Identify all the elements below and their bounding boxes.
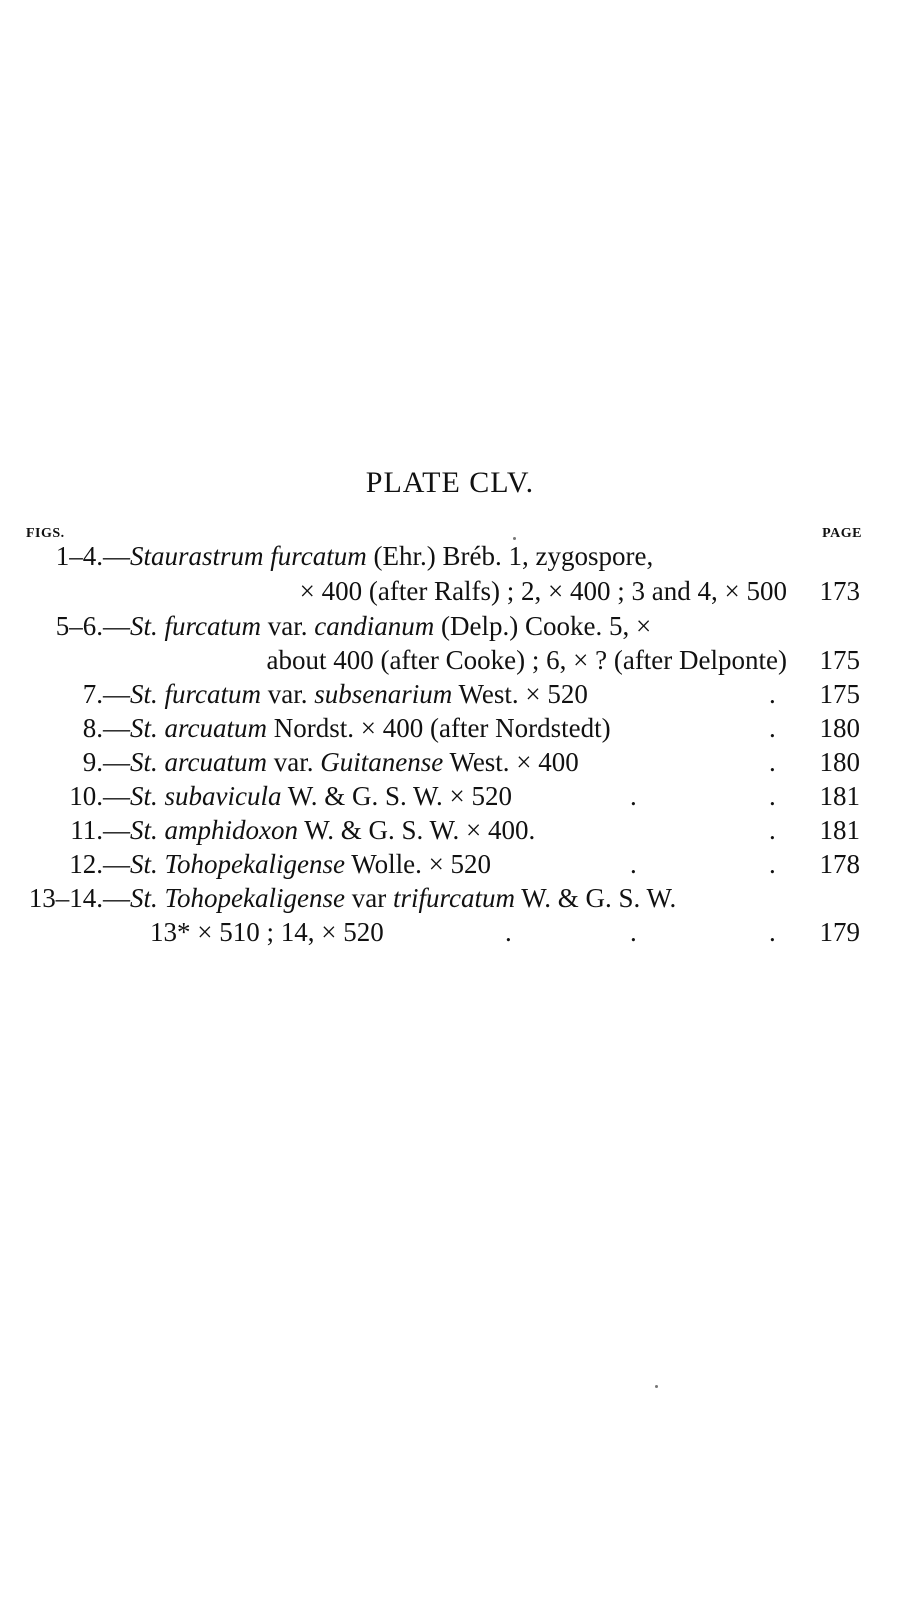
variety-name: trifurcatum (392, 883, 515, 913)
page-number: 180 (819, 747, 860, 777)
print-speck (655, 1385, 658, 1388)
page-number: 175 (819, 679, 860, 709)
entry-text (130, 677, 588, 711)
page-number: 173 (819, 576, 860, 606)
entry-text (130, 609, 651, 643)
fig-number: 8.— (82, 713, 130, 743)
var-label: var (345, 883, 393, 913)
fig-number: 9.— (82, 747, 130, 777)
entry-1-4-line1 (0, 539, 900, 573)
print-speck (513, 537, 516, 540)
entry-detail: (Delp.) Cooke. 5, × (434, 611, 652, 641)
page-number: 178 (819, 849, 860, 879)
entry-continuation: 13* × 510 ; 14, × 520 (150, 917, 384, 947)
leader-dot: . (769, 917, 776, 947)
entry-detail: W. & G. S. W. × 400. (298, 815, 536, 845)
leader-dot: . (769, 815, 776, 845)
fig-number: 12.— (69, 849, 130, 879)
leader-dot: . (630, 781, 637, 811)
page-number: 175 (819, 645, 860, 675)
entry-text (130, 813, 535, 847)
entry-5-6-line2 (0, 643, 900, 677)
page-number: 179 (819, 917, 860, 947)
var-label: var. (261, 611, 315, 641)
figs-header: FIGS. (26, 526, 65, 541)
taxon-name: St. arcuatum (130, 713, 267, 743)
taxon-name: St. subavicula (130, 781, 282, 811)
taxon-name: St. amphidoxon (130, 815, 298, 845)
taxon-name: St. Tohopekaligense (130, 849, 345, 879)
entry-continuation: × 400 (after Ralfs) ; 2, × 400 ; 3 and 4, × 500 (299, 576, 787, 606)
entry-detail: West. × 400 (443, 747, 579, 777)
entry-12 (0, 847, 900, 881)
entry-text (130, 539, 653, 573)
leader-dot: . (769, 679, 776, 709)
entry-1-4-line2 (0, 574, 900, 608)
taxon-name: St. furcatum (130, 679, 261, 709)
leader-dot: . (630, 849, 637, 879)
entry-text (130, 881, 676, 915)
fig-number: 11.— (70, 815, 130, 845)
entry-8 (0, 711, 900, 745)
entry-13-14-line1 (0, 881, 900, 915)
leader-dot: . (769, 713, 776, 743)
entry-detail: West. × 520 (452, 679, 588, 709)
entry-detail: W. & G. S. W. × 520 (281, 781, 513, 811)
leader-dot: . (769, 781, 776, 811)
entry-13-14-line2 (0, 915, 900, 949)
page-number: 181 (819, 781, 860, 811)
variety-name: Guitanense (320, 747, 444, 777)
entry-9 (0, 745, 900, 779)
taxon-name: St. arcuatum (130, 747, 267, 777)
page-number: 181 (819, 815, 860, 845)
entry-text (130, 779, 512, 813)
entry-detail: W. & G. S. W. (515, 883, 677, 913)
entry-detail: Wolle. × 520 (345, 849, 492, 879)
entry-10 (0, 779, 900, 813)
var-label: var. (261, 679, 315, 709)
entry-detail: Nordst. × 400 (after Nordstedt) (267, 713, 611, 743)
entry-continuation: about 400 (after Cooke) ; 6, × ? (after Delponte) (266, 645, 787, 675)
fig-number: 13–14.— (28, 883, 130, 913)
entry-detail: (Ehr.) Bréb. 1, zygospore, (366, 541, 654, 571)
page-number: 180 (819, 713, 860, 743)
entry-11 (0, 813, 900, 847)
entry-7 (0, 677, 900, 711)
entry-text (130, 847, 491, 881)
leader-dot: . (630, 917, 637, 947)
fig-number: 5–6.— (55, 611, 130, 641)
variety-name: subsenarium (314, 679, 453, 709)
plate-title: PLATE CLV. (365, 466, 535, 499)
entry-text (130, 711, 611, 745)
leader-dot: . (769, 849, 776, 879)
var-label: var. (267, 747, 321, 777)
entry-5-6-line1 (0, 609, 900, 643)
leader-dot: . (505, 917, 512, 947)
taxon-name: Staurastrum furcatum (130, 541, 367, 571)
taxon-name: St. Tohopekaligense (130, 883, 345, 913)
leader-dot: . (769, 747, 776, 777)
fig-number: 10.— (69, 781, 130, 811)
entry-text (130, 745, 579, 779)
fig-number: 7.— (82, 679, 130, 709)
variety-name: candianum (314, 611, 435, 641)
page-header: PAGE (822, 526, 862, 541)
taxon-name: St. furcatum (130, 611, 261, 641)
fig-number: 1–4.— (55, 541, 130, 571)
